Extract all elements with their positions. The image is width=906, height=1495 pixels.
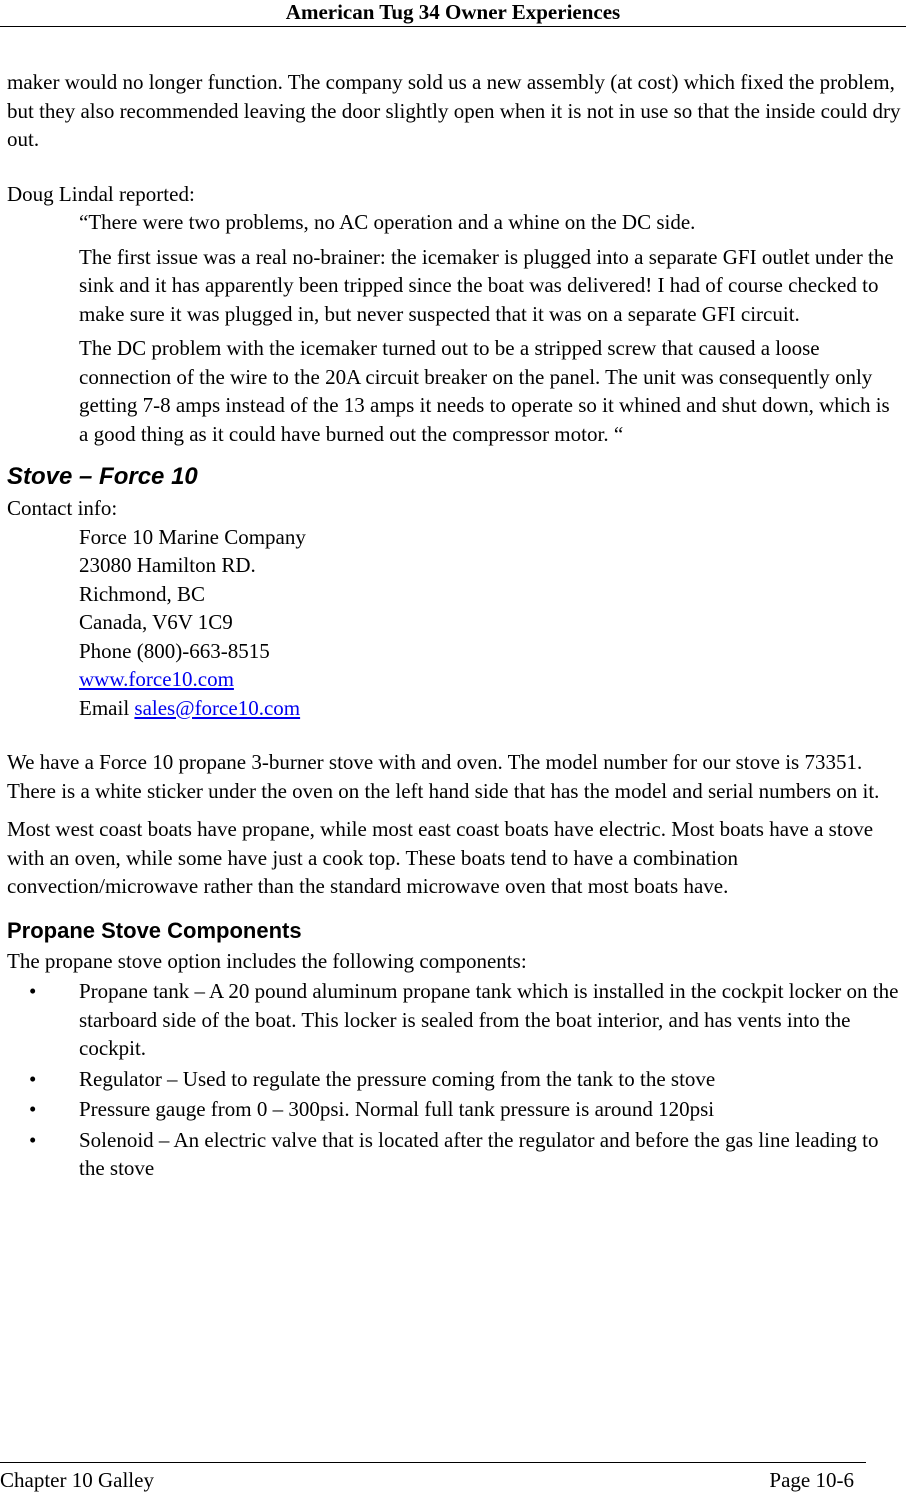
components-heading: Propane Stove Components bbox=[7, 917, 302, 943]
email-link[interactable]: sales@force10.com bbox=[134, 695, 301, 720]
contact-company: Force 10 Marine Company bbox=[79, 524, 306, 549]
contact-city: Richmond, BC bbox=[79, 581, 206, 606]
contact-country-postal: Canada, V6V 1C9 bbox=[79, 610, 233, 634]
email-label: Email bbox=[79, 695, 130, 720]
contact-street: 23080 Hamilton RD. bbox=[79, 553, 256, 577]
components-intro: The propane stove option includes the following components: bbox=[7, 948, 527, 973]
contact-email-line bbox=[79, 694, 902, 723]
stove-section-heading: Stove – Force 10 bbox=[7, 463, 198, 490]
components-list bbox=[7, 977, 902, 1183]
quote-paragraph-2: The first issue was a real no-brainer: the icemaker is plugged into a separate GFI outlet under the sink and it has apparently been tripped since the boat was delivered! I had of course checked to make sure it was plugged in, but never suspected that it was on a separate GFI circuit. bbox=[79, 244, 894, 326]
quote-paragraph-1: “There were two problems, no AC operation and a whine on the DC side. bbox=[79, 210, 696, 234]
footer-page-number: Page 10-6 bbox=[769, 1468, 854, 1492]
list-item: • Propane tank – A 20 pound aluminum propane tank which is installed in the cockpit locker on the starboard side of the boat. This locker is sealed from the boat interior, and has vents into the cockpit. bbox=[29, 979, 899, 1060]
intro-paragraph: maker would no longer function. The company sold us a new assembly (at cost) which fixed the problem, but they also recommended leaving the door slightly open when it is not in use so that the inside could dry out. bbox=[7, 70, 901, 151]
footer-chapter: Chapter 10 Galley bbox=[0, 1468, 154, 1492]
document-title: American Tug 34 Owner Experiences bbox=[285, 0, 621, 24]
contact-info-block bbox=[7, 494, 902, 722]
stove-paragraph-1: We have a Force 10 propane 3-burner stove with and oven. The model number for our stove is 73351. There is a white sticker under the oven on the left hand side that has the model and serial numbers on it. bbox=[7, 750, 880, 803]
stove-paragraph-2: Most west coast boats have propane, while most east coast boats have electric. Most boats have a stove with an oven, while some have just a cook top. These boats tend to have a combination convection/microwave rather than the standard microwave oven that most boats have. bbox=[7, 817, 874, 898]
bullet-icon: • bbox=[29, 1127, 37, 1152]
page-header bbox=[0, 0, 906, 27]
bullet-icon: • bbox=[29, 1066, 37, 1091]
bullet-icon: • bbox=[29, 1097, 37, 1121]
list-item: • Solenoid – An electric valve that is located after the regulator and before the gas line leading to the stove bbox=[29, 1127, 879, 1180]
quote-paragraph-3: The DC problem with the icemaker turned out to be a stripped screw that caused a loose connection of the wire to the 20A circuit breaker on the panel. The unit was consequently only getting 7-8 amps instead of the 13 amps it needs to operate so it whined and shut down, which is a good thing as it could have burned out the compressor motor. “ bbox=[79, 336, 890, 446]
contact-label: Contact info: bbox=[7, 496, 118, 520]
list-item: • Regulator – Used to regulate the pressure coming from the tank to the stove bbox=[7, 1065, 902, 1094]
bullet-icon: • bbox=[29, 979, 37, 1003]
report-author-line: Doug Lindal reported: bbox=[7, 181, 195, 206]
website-link[interactable]: www.force10.com bbox=[79, 667, 234, 691]
list-item: • Pressure gauge from 0 – 300psi. Normal full tank pressure is around 120psi bbox=[7, 1095, 902, 1124]
page-footer bbox=[0, 1462, 866, 1495]
page-content bbox=[7, 68, 902, 1183]
contact-phone: Phone (800)-663-8515 bbox=[79, 638, 270, 663]
